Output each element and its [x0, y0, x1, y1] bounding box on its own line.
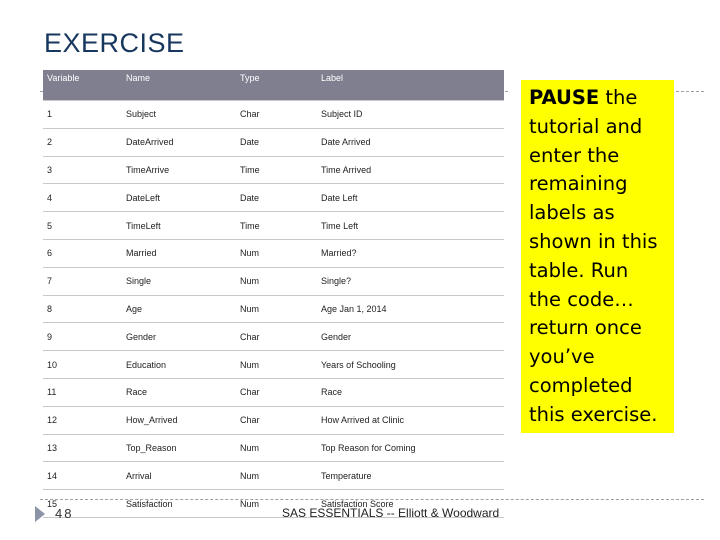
table-row [43, 156, 504, 184]
cell-name: Gender [122, 323, 236, 351]
cell-variable: 2 [43, 128, 122, 156]
cell-name: TimeArrive [122, 156, 236, 184]
cell-name: How_Arrived [122, 406, 236, 434]
table-row [43, 267, 504, 295]
cell-label: Married? [317, 239, 504, 267]
cell-variable: 8 [43, 295, 122, 323]
table-header-row [43, 70, 504, 101]
cell-variable: 3 [43, 156, 122, 184]
cell-name: Age [122, 295, 236, 323]
note-emphasis: PAUSE [529, 86, 600, 109]
cell-variable: 15 [43, 490, 122, 518]
cell-label: Date Left [317, 184, 504, 212]
table-row [43, 101, 504, 129]
cell-type: Char [236, 406, 317, 434]
cell-variable: 1 [43, 101, 122, 129]
cell-variable: 11 [43, 378, 122, 406]
cell-name: DateLeft [122, 184, 236, 212]
bottom-divider [40, 499, 704, 500]
table-row [43, 323, 504, 351]
cell-variable: 7 [43, 267, 122, 295]
note-text: the tutorial and enter the remaining labels as shown in this table. Run the code… return once you’ve completed this exercise. [529, 86, 658, 426]
cell-label: Date Arrived [317, 128, 504, 156]
table-row [43, 212, 504, 240]
cell-name: Single [122, 267, 236, 295]
table-row [43, 434, 504, 462]
cell-type: Char [236, 323, 317, 351]
instruction-note [521, 80, 674, 433]
cell-name: Arrival [122, 462, 236, 490]
cell-label: Top Reason for Coming [317, 434, 504, 462]
cell-variable: 13 [43, 434, 122, 462]
cell-label: Subject ID [317, 101, 504, 129]
cell-type: Num [236, 490, 317, 518]
table-body [43, 101, 504, 518]
cell-label: Gender [317, 323, 504, 351]
cell-label: Temperature [317, 462, 504, 490]
header-type: Type [236, 70, 317, 101]
header-label: Label [317, 70, 504, 101]
cell-type: Num [236, 295, 317, 323]
cell-variable: 9 [43, 323, 122, 351]
cell-label: Time Left [317, 212, 504, 240]
cell-name: TimeLeft [122, 212, 236, 240]
cell-type: Num [236, 462, 317, 490]
cell-name: Married [122, 239, 236, 267]
slide-title: EXERCISE [44, 28, 185, 58]
cell-type: Time [236, 212, 317, 240]
cell-label: How Arrived at Clinic [317, 406, 504, 434]
table-row [43, 462, 504, 490]
cell-name: Race [122, 378, 236, 406]
cell-type: Num [236, 239, 317, 267]
cell-label: Age Jan 1, 2014 [317, 295, 504, 323]
cell-variable: 12 [43, 406, 122, 434]
cell-variable: 4 [43, 184, 122, 212]
cell-variable: 14 [43, 462, 122, 490]
footer-credit: SAS ESSENTIALS -- Elliott & Woodward [282, 506, 500, 520]
cell-variable: 5 [43, 212, 122, 240]
cell-label: Satisfaction Score [317, 490, 504, 518]
cell-name: Subject [122, 101, 236, 129]
cell-type: Date [236, 128, 317, 156]
cell-variable: 10 [43, 351, 122, 379]
header-variable: Variable [43, 70, 122, 101]
cell-type: Num [236, 434, 317, 462]
cell-label: Race [317, 378, 504, 406]
header-name: Name [122, 70, 236, 101]
cell-label: Time Arrived [317, 156, 504, 184]
table-row [43, 351, 504, 379]
table-row [43, 378, 504, 406]
table-row [43, 184, 504, 212]
page-number: 48 [55, 506, 74, 521]
variables-table [43, 70, 504, 518]
cell-name: Top_Reason [122, 434, 236, 462]
cell-name: Satisfaction [122, 490, 236, 518]
cell-label: Years of Schooling [317, 351, 504, 379]
cell-type: Time [236, 156, 317, 184]
table-row [43, 239, 504, 267]
table-row [43, 406, 504, 434]
top-divider-right [676, 91, 704, 92]
cell-type: Num [236, 351, 317, 379]
cell-label: Single? [317, 267, 504, 295]
cell-type: Char [236, 378, 317, 406]
table-row [43, 295, 504, 323]
cell-type: Char [236, 101, 317, 129]
bullet-arrow-icon [35, 506, 45, 522]
cell-type: Date [236, 184, 317, 212]
cell-name: DateArrived [122, 128, 236, 156]
cell-variable: 6 [43, 239, 122, 267]
table-row [43, 128, 504, 156]
cell-name: Education [122, 351, 236, 379]
cell-type: Num [236, 267, 317, 295]
